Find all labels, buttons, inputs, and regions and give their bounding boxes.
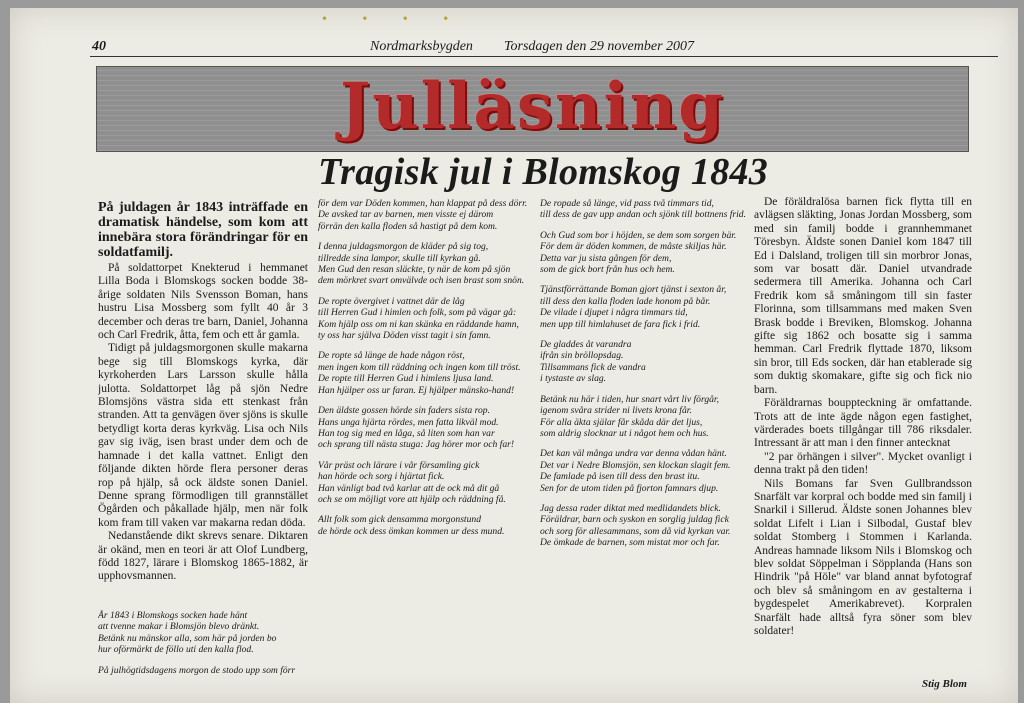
poem-line: År 1843 i Blomskogs socken hade hänt (98, 610, 248, 621)
poem-line: För dem är döden kommen, de måste skiljas här. (540, 241, 727, 253)
poem-line: Det kan väl många undra var denna vådan hänt. (540, 448, 727, 460)
poem-line: De ropte till Herren Gud i himlens ljusa land. (318, 373, 494, 385)
poem-stanza (540, 198, 752, 221)
poem-line: ty oss har själva Döden visst tagit i sin famn. (318, 330, 491, 342)
poem-line: Tillsammans fick de vandra (540, 361, 646, 373)
header-rule (90, 56, 998, 57)
poem-line: och sprang till nästa stuga: Jag hörer mor och far! (318, 439, 515, 451)
poem-line: Han vänligt bad två karlar att de ock må dit gå (318, 482, 500, 494)
paragraph: Nedanstående dikt skrevs senare. Diktaren är okänd, men en teori är att Olof Lundberg, född 1827, lärare i Blomskog 1865-1882, är upphovsmannen. (98, 530, 308, 583)
poem-line: till dess den kalla floden lade honom på bår. (540, 295, 711, 307)
poem-line: På julhögtidsdagens morgon de stodo upp som förr (98, 664, 296, 676)
poem-stanza (540, 284, 752, 330)
poem-column-1 (98, 610, 308, 698)
author-byline: Stig Blom (922, 678, 967, 690)
section-banner (96, 66, 969, 152)
paragraph: "2 par örhängen i silver". Mycket ovanligt i denna trakt på den tiden! (754, 450, 972, 477)
poem-line: dem mörkret svart omvälvde och isen brast som snön. (318, 275, 525, 287)
article-lead: På juldagen år 1843 inträffade en dramatisk händelse, som kom att innebära stora förändringar för en soldatfamilj. (98, 200, 308, 260)
poem-line: att tvenne makar i Blomsjön blevo dränkt. (98, 621, 260, 633)
article-headline: Tragisk jul i Blomskog 1843 (318, 151, 769, 193)
newspaper-name: Nordmarksbygden (370, 39, 473, 54)
poem-line: hur oförmärkt de föllo uti den kalla flod. (98, 644, 254, 656)
poem-line: Sen for de utom tiden på fjorton famnars djup. (540, 482, 719, 494)
poem-stanza (318, 350, 533, 396)
article-column-4 (754, 196, 972, 668)
poem-line: och sorg för allesammans, som då vid kyrkan var. (540, 525, 731, 537)
poem-line: Jag dessa rader diktat med medlidandets blick. (540, 502, 721, 514)
poem-stanza (540, 448, 752, 494)
section-title: Julläsning (339, 69, 726, 144)
poem-line: Vår präst och lärare i vår församling gick (318, 459, 480, 471)
print-registration-marks: • • • • (322, 12, 465, 27)
banner-stripe (97, 145, 968, 146)
poem-stanza (318, 460, 533, 506)
poem-line: De vilade i djupet i några timmars tid, (540, 307, 688, 319)
poem-line: Allt folk som gick densamma morgonstund (318, 514, 481, 526)
paragraph: De föräldralösa barnen fick flytta till en avlägsen släkting, Jonas Jordan Mossberg, som med sin familj bodde i grannhemmanet Töresbyn. Äldste sonen Daniel kom 1847 till Ed i Dalsland, troligen till sin morbror Jonas, som var bosatt där. Daniel utvandrade sedermera till Amerika. Johanna och Carl Fredrik kom så småningom till sin faster Florinna, som tillsammans med maken Sven Brask bodde i Breviken, Blomskog. Johanna gifte sig 1862 och bosatte sig i samma hemman. Carl Fredrik flyttade 1870, liksom sin bror, till Eds socken, där han etablerade sig som duktig skomakare, gifte sig och fick nio barn. (754, 196, 972, 396)
page-number: 40 (92, 39, 106, 54)
poem-stanza (540, 394, 752, 440)
poem-line: men ingen kom till räddning och ingen kom till tröst. (318, 361, 521, 373)
poem-line: förrän den kalla floden så hastigt på dem kom. (318, 220, 498, 232)
poem-stanza (98, 610, 308, 656)
poem-line: De ropte övergivet i vattnet där de låg (318, 295, 465, 307)
poem-line: De gladdes åt varandra (540, 339, 632, 351)
poem-line: De famlade på isen till dess den brast itu. (540, 471, 700, 483)
poem-line: De ropade så länge, vid pass två timmars tid, (540, 198, 714, 209)
paragraph: Nils Bomans far Sven Gullbrandsson Snarfält var korpral och bodde med sin familj i Snarkil i Sillerud. Äldste sonen Johannes blev soldat Lifelt i Lian i Silbodal, Gustaf blev soldat Stomberg i Stommen i Karlanda. Andreas hamnade liksom Nils i Blomskog och blev soldat Söppelman i Söpplanda (Hans son Hindrik "på Höle" var bland annat byfotograf och blev så småningom en av gestalterna i bygdespelet Amerikabrevet). Korpralen Snarfält hade alltså fyra söner som blev soldater! (754, 477, 972, 637)
poem-stanza (318, 241, 533, 287)
poem-stanza (318, 514, 533, 537)
poem-stanza (98, 665, 308, 676)
poem-line: men upp till himlahuset de fara fick i frid. (540, 318, 701, 330)
poem-stanza (540, 230, 752, 276)
poem-stanza (540, 503, 752, 549)
poem-line: han hörde och sorg i hjärtat fick. (318, 471, 445, 483)
poem-line: tillredde sina lampor, skulle till kyrkan gå. (318, 252, 481, 264)
poem-line: som de gick bort från hus och hem. (540, 264, 675, 276)
poem-line: i tystaste av slag. (540, 373, 607, 385)
poem-line: Och Gud som bor i höjden, se dem som sorgen bär. (540, 229, 737, 241)
poem-line: Han tog sig med en låga, så liten som han var (318, 427, 495, 439)
paragraph: Föräldrarnas bouppteckning är omfattande. Trots att de inte ägde någon egen fastighet, värderades boets tillgångar till 786 riksdaler. Intressant är att man i den finner antecknat (754, 397, 972, 450)
poem-line: Hans unga hjärta rördes, men fatta likväl mod. (318, 416, 499, 428)
poem-line: Den äldste gossen hörde sin faders sista rop. (318, 405, 490, 417)
poem-line: ifrån sin bröllopsdag. (540, 350, 624, 362)
poem-line: som aldrig slocknar ut i något hem och hus. (540, 427, 709, 439)
poem-line: För alla äkta själar får skåda där det ljus, (540, 416, 703, 428)
poem-line: Betänk nu mänskor alla, som här på jorden bo (98, 632, 277, 644)
poem-line: I denna juldagsmorgon de kläder på sig tog, (318, 241, 489, 253)
poem-stanza (318, 198, 533, 232)
poem-line: för dem var Döden kommen, han klappat på dess dörr. (318, 198, 528, 209)
poem-line: igenom svåra strider ni livets krona får. (540, 405, 692, 417)
paragraph: Tidigt på juldagsmorgonen skulle makarna bege sig till Blomskogs kyrka, där kyrkoherden Lars Larsson skulle hålla julotta. Soldattorpet låg på sjön Nedre Blomsjöns västra sida ett stenkast från stranden. Att ta genvägen över sjöns is skulle betydligt korta deras kyrkväg. Lisa och Nils gav sig iväg, isen brast under dem och de hamnade i det kalla vattnet. Enligt den följande dikten hörde flera personer deras rop på hjälp, så ock äldste sonen Daniel. Denne sprang förmodligen till grannstället Ögården och påkallade hjälp, men när folk kom fram till vaken var makarna redan döda. (98, 342, 308, 529)
poem-line: Det var i Nedre Blomsjön, sen klockan slagit fem. (540, 459, 731, 471)
poem-line: Betänk nu här i tiden, hur snart vårt liv förgår, (540, 393, 719, 405)
poem-line: De avsked tar av barnen, men visste ej därom (318, 209, 494, 221)
issue-date: Torsdagen den 29 november 2007 (504, 39, 695, 54)
paragraph: På soldattorpet Knekterud i hemmanet Lilla Boda i Blomskogs socken bodde 38-årige soldaten Nils Svensson Boman, hans hustru Lisa Mossberg som fyllt 40 år 3 december och deras tre barn, Daniel, Johanna och Carl Fredrik, åtta, fem och ett år gamla. (98, 262, 308, 342)
poem-stanza (318, 296, 533, 342)
poem-stanza (540, 339, 752, 385)
poem-line: Han hjälper oss ur faran. Ej hjälper mänsko-hand! (318, 384, 515, 396)
poem-line: Kom hjälp oss om ni kan skänka en räddande hamn, (318, 318, 519, 330)
poem-column-2 (318, 198, 533, 698)
poem-line: Tjänstförrättande Boman gjort tjänst i sexton år, (540, 284, 727, 296)
poem-stanza (318, 405, 533, 451)
poem-line: till Herren Gud i himlen och folk, som på vägar gå: (318, 307, 517, 319)
poem-line: och se om möjligt vore att hjälp och räddning få. (318, 493, 506, 505)
poem-line: De ropte så länge de hade någon röst, (318, 350, 465, 362)
poem-line: Detta var ju sista gången för dem, (540, 252, 672, 264)
poem-line: Men Gud den resan släckte, ty när de kom på sjön (318, 264, 511, 276)
poem-line: de hörde ock dess ömkan kommen ur dess mund. (318, 525, 505, 537)
poem-line: till dess de gav upp andan och sjönk till bottnens frid. (540, 209, 746, 221)
poem-column-3 (540, 198, 752, 698)
poem-line: Föräldrar, barn och syskon en sorglig juldag fick (540, 514, 729, 526)
poem-line: De ömkade de barnen, som mistat mor och far. (540, 537, 720, 549)
